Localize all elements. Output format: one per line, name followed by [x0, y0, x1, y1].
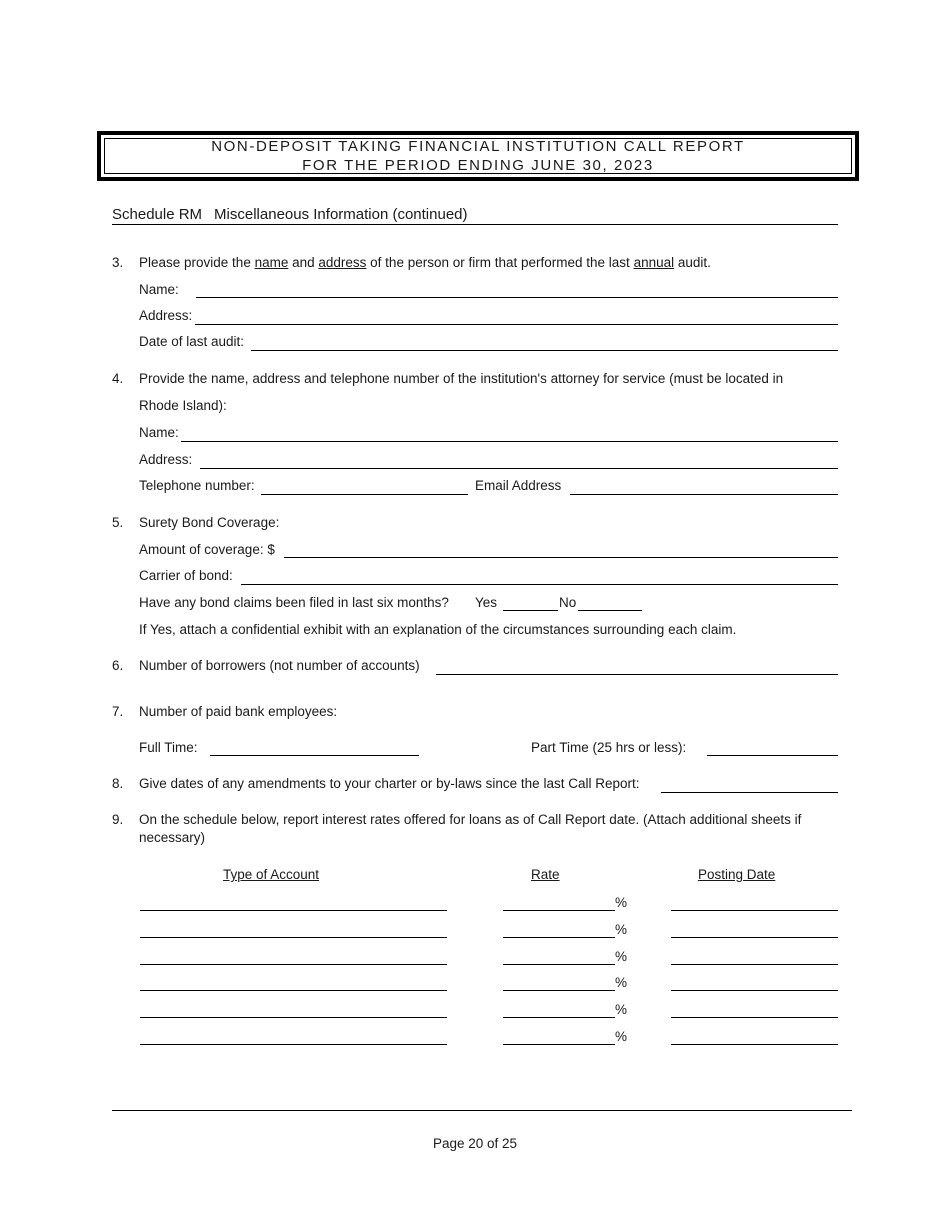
q3-question: Please provide the name and address of the person or firm that performed the last annual audit.: [139, 255, 711, 270]
q5-claims-question: Have any bond claims been filed in last six months?: [139, 595, 449, 610]
q3-address-field[interactable]: [195, 324, 838, 325]
account-type-field[interactable]: [140, 1044, 447, 1045]
q8-field[interactable]: [661, 792, 838, 793]
q5-no-field[interactable]: [578, 610, 642, 611]
page-number: Page 20 of 25: [432, 1136, 518, 1151]
q3-date-field[interactable]: [251, 350, 838, 351]
q6-question: Number of borrowers (not number of accounts): [139, 658, 420, 673]
rate-field[interactable]: [503, 964, 615, 965]
rate-field[interactable]: [503, 910, 615, 911]
percent-sign: %: [615, 895, 628, 910]
percent-sign: %: [615, 1029, 628, 1044]
account-type-field[interactable]: [140, 1017, 447, 1018]
q7-full-time-field[interactable]: [210, 755, 419, 756]
q5-yes-field[interactable]: [503, 610, 558, 611]
q3-name-field[interactable]: [196, 297, 838, 298]
q7-question: Number of paid bank employees:: [139, 704, 338, 719]
col-posting-date: Posting Date: [698, 867, 776, 882]
posting-date-field[interactable]: [671, 990, 838, 991]
q7-part-time-label: Part Time (25 hrs or less):: [531, 740, 687, 755]
q3-date-label: Date of last audit:: [139, 334, 245, 349]
q4-phone-label: Telephone number:: [139, 478, 255, 493]
posting-date-field[interactable]: [671, 1044, 838, 1045]
footer-rule: [112, 1110, 852, 1111]
q8-number: 8.: [112, 776, 124, 791]
percent-sign: %: [615, 975, 628, 990]
q4-address-label: Address:: [139, 452, 193, 467]
q4-phone-field[interactable]: [261, 494, 468, 495]
schedule-code: Schedule RM: [112, 206, 203, 223]
q6-field[interactable]: [436, 674, 838, 675]
q4-question-line1: Provide the name, address and telephone number of the institution's attorney for service (must be located in: [139, 371, 784, 386]
col-rate: Rate: [531, 867, 560, 882]
posting-date-field[interactable]: [671, 937, 838, 938]
q5-question: Surety Bond Coverage:: [139, 515, 280, 530]
q5-carrier-label: Carrier of bond:: [139, 568, 233, 583]
schedule-title: Miscellaneous Information (continued): [214, 206, 468, 223]
q8-question: Give dates of any amendments to your charter or by-laws since the last Call Report:: [139, 776, 640, 791]
schedule-heading: [112, 206, 838, 225]
report-period: FOR THE PERIOD ENDING JUNE 30, 2023: [302, 157, 654, 174]
q4-name-label: Name:: [139, 425, 179, 440]
rate-field[interactable]: [503, 1017, 615, 1018]
account-type-field[interactable]: [140, 937, 447, 938]
percent-sign: %: [615, 1002, 628, 1017]
posting-date-field[interactable]: [671, 1017, 838, 1018]
q3-name-label: Name:: [139, 282, 179, 297]
q3-address-label: Address:: [139, 308, 193, 323]
rate-field[interactable]: [503, 937, 615, 938]
posting-date-field[interactable]: [671, 964, 838, 965]
q4-email-label: Email Address: [475, 478, 562, 493]
q5-amount-label: Amount of coverage: $: [139, 542, 275, 557]
account-type-field[interactable]: [140, 990, 447, 991]
q3-number: 3.: [112, 255, 124, 270]
account-type-field[interactable]: [140, 910, 447, 911]
q9-number: 9.: [112, 812, 124, 827]
q9-question: On the schedule below, report interest rates offered for loans as of Call Report date. (Attach additional sheets if necessary): [139, 812, 802, 845]
q7-part-time-field[interactable]: [707, 755, 838, 756]
report-header: [97, 131, 859, 181]
q5-yes-label: Yes: [475, 595, 498, 610]
q4-number: 4.: [112, 371, 124, 386]
q7-number: 7.: [112, 704, 124, 719]
q5-note: If Yes, attach a confidential exhibit with an explanation of the circumstances surrounding each claim.: [139, 622, 737, 637]
percent-sign: %: [615, 922, 628, 937]
col-type-of-account: Type of Account: [223, 867, 320, 882]
percent-sign: %: [615, 949, 628, 964]
q7-full-time-label: Full Time:: [139, 740, 198, 755]
q5-number: 5.: [112, 515, 124, 530]
q5-carrier-field[interactable]: [241, 584, 838, 585]
report-title: NON-DEPOSIT TAKING FINANCIAL INSTITUTION CALL REPORT: [211, 138, 745, 155]
rate-field[interactable]: [503, 990, 615, 991]
q5-no-label: No: [559, 595, 577, 610]
q4-name-field[interactable]: [181, 441, 838, 442]
q4-email-field[interactable]: [570, 494, 838, 495]
q6-number: 6.: [112, 658, 124, 673]
rate-field[interactable]: [503, 1044, 615, 1045]
account-type-field[interactable]: [140, 964, 447, 965]
q5-amount-field[interactable]: [284, 557, 838, 558]
q4-address-field[interactable]: [200, 468, 838, 469]
q4-question-line2: Rhode Island):: [139, 398, 227, 413]
report-header-inner: [104, 138, 852, 174]
posting-date-field[interactable]: [671, 910, 838, 911]
